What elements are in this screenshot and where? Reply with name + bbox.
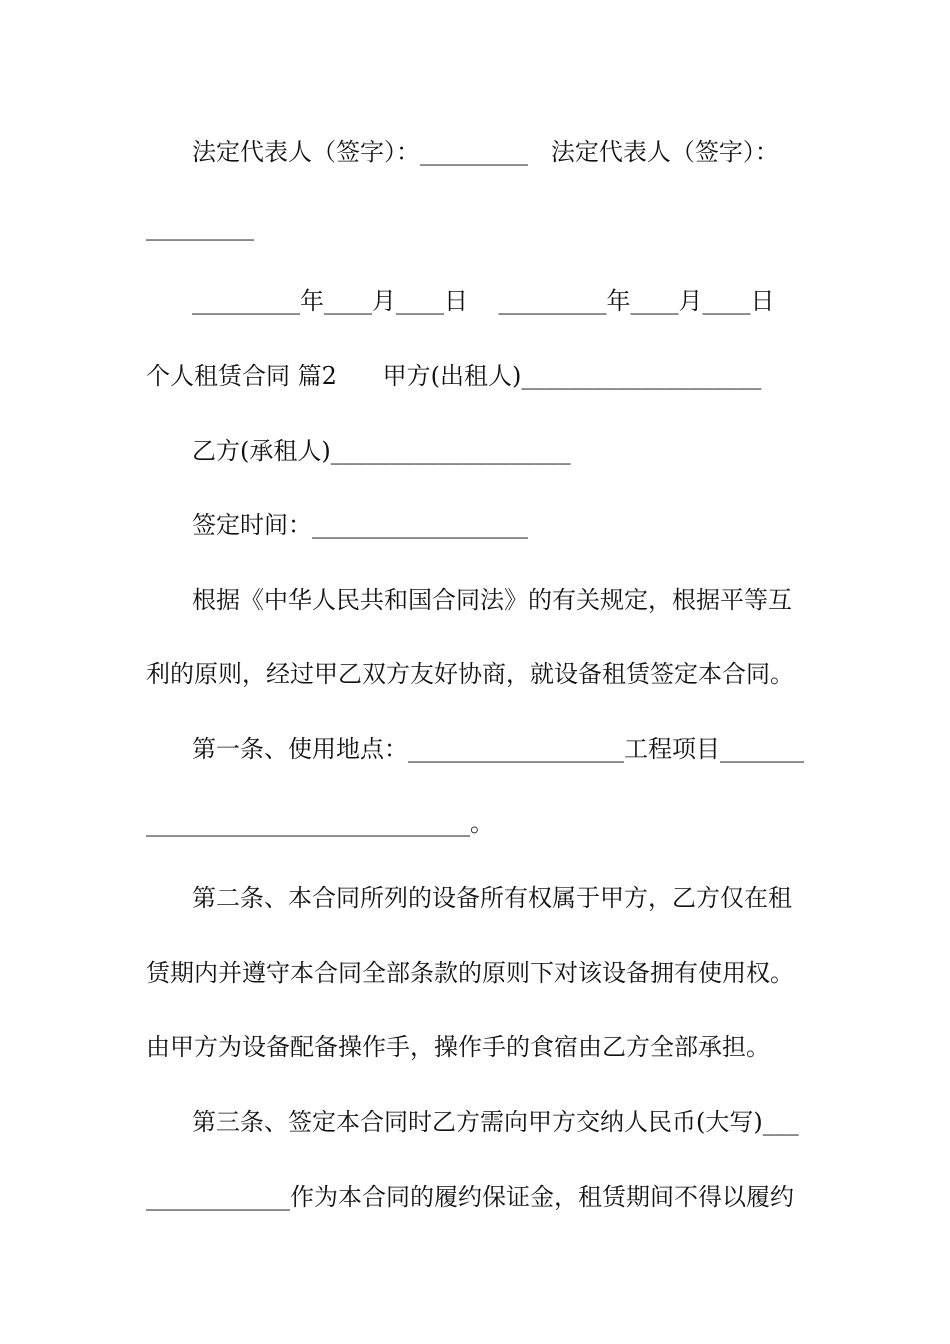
article-2-line-3: 由甲方为设备配备操作手，操作手的食宿由乙方全部承担。: [146, 1033, 770, 1061]
contract-title-and-party-a: 个人租赁合同 篇2 甲方(出租人)____________________: [146, 362, 762, 390]
preamble-paragraph-line-1: 根据《中华人民共和国合同法》的有关规定，根据平等互: [192, 586, 792, 614]
signing-date-line: 签定时间：__________________: [192, 511, 528, 539]
signature-date-line: _________年____月____日 _________年____月____日: [192, 287, 775, 315]
party-b-line: 乙方(承租人)____________________: [192, 437, 571, 465]
article-3-line-1: 第三条、签定本合同时乙方需向甲方交纳人民币(大写)___: [192, 1108, 799, 1136]
article-1-line-2: ___________________________。: [146, 809, 494, 837]
article-3-line-2: ____________作为本合同的履约保证金，租赁期间不得以履约: [146, 1183, 794, 1211]
article-1-line-1: 第一条、使用地点：__________________工程项目_______: [192, 735, 804, 763]
signature-blank-continuation: _________: [146, 213, 254, 241]
article-2-line-2: 赁期内并遵守本合同全部条款的原则下对该设备拥有使用权。: [146, 959, 794, 987]
article-2-line-1: 第二条、本合同所列的设备所有权属于甲方，乙方仅在租: [192, 884, 792, 912]
signature-line-legal-representatives: 法定代表人（签字）：_________ 法定代表人（签字）：: [192, 138, 779, 166]
preamble-paragraph-line-2: 利的原则，经过甲乙双方友好协商，就设备租赁签定本合同。: [146, 660, 794, 688]
